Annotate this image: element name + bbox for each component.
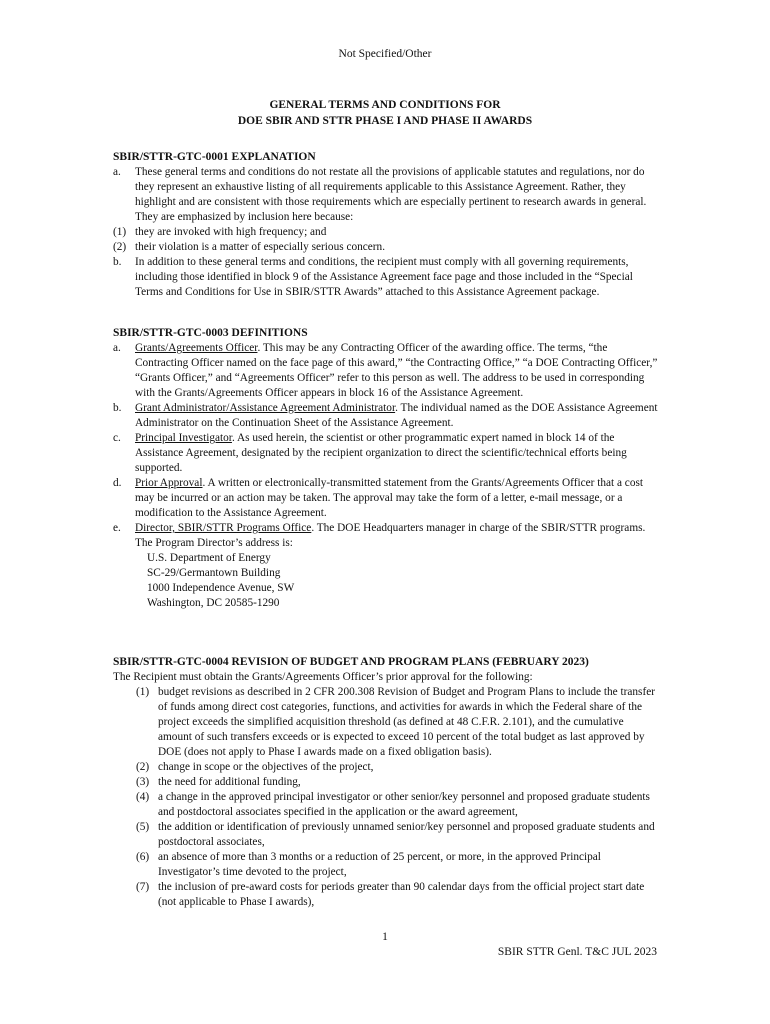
definition-term: Director, SBIR/STTR Programs Office xyxy=(135,522,312,534)
item-label: b. xyxy=(113,256,122,268)
program-director-address xyxy=(113,551,658,611)
definition-term: Grant Administrator/Assistance Agreement Administrator xyxy=(135,402,396,414)
footer-document-id: SBIR STTR Genl. T&C JUL 2023 xyxy=(497,946,657,958)
definition-text: . A written or electronically-transmitted statement from the Grants/Agreements Officer that a cost may be incurred or an action may be taken. The approval may take the form of a letter, e-mail message, or a modification to the Assistance Agreement. xyxy=(135,477,644,519)
definition-item xyxy=(113,401,658,431)
definition-term: Principal Investigator xyxy=(135,432,232,444)
item-text: In addition to these general terms and conditions, the recipient must comply with all governing requirements, including those identified in block 9 of the Assistance Agreement face page and those included in the “Special Terms and Conditions for Use in SBIR/STTR Awards” attached to this Assistance Agreement package. xyxy=(135,256,633,298)
item-label: (3) xyxy=(136,776,150,788)
address-line: 1000 Independence Avenue, SW xyxy=(147,582,295,594)
list-item xyxy=(136,820,658,850)
item-label: c. xyxy=(113,432,121,444)
sub-item-label: (1) xyxy=(113,226,127,238)
item-label: e. xyxy=(113,522,121,534)
numbered-list xyxy=(113,685,658,910)
list-item xyxy=(113,165,658,225)
title-line-2: DOE SBIR AND STTR PHASE I AND PHASE II AWARDS xyxy=(237,115,533,127)
item-label: b. xyxy=(113,402,122,414)
list-item xyxy=(113,240,658,255)
definition-term: Grants/Agreements Officer xyxy=(135,342,258,354)
item-label: (6) xyxy=(136,851,150,863)
item-label: (5) xyxy=(136,821,150,833)
definition-text: . As used herein, the scientist or other programmatic expert named in block 14 of the Assistance Agreement, designated by the recipient organization to direct the scientific/technical efforts being supported. xyxy=(135,432,627,474)
item-label: a. xyxy=(113,166,121,178)
page-number: 1 xyxy=(382,931,388,943)
list-item xyxy=(136,850,658,880)
item-text: an absence of more than 3 months or a reduction of 25 percent, or more, in the approved Principal Investigator’s time devoted to the project, xyxy=(158,851,601,878)
item-label: a. xyxy=(113,342,121,354)
section-revision xyxy=(113,655,658,910)
list-item xyxy=(136,880,658,910)
sub-item-text: they are invoked with high frequency; and xyxy=(135,226,327,238)
definition-text: . The individual named as the DOE Assistance Agreement Administrator on the Continuation Sheet of the Assistance Agreement. xyxy=(135,402,658,429)
list-item xyxy=(136,685,658,760)
item-label: (7) xyxy=(136,881,150,893)
list-item xyxy=(136,775,658,790)
sub-item-text: their violation is a matter of especially serious concern. xyxy=(135,241,386,253)
document-title xyxy=(0,97,770,129)
definition-item xyxy=(113,521,658,611)
item-text: change in scope or the objectives of the project, xyxy=(158,761,374,773)
item-text: the inclusion of pre-award costs for periods greater than 90 calendar days from the official project start date (not applicable to Phase I awards), xyxy=(158,881,645,908)
list-item xyxy=(136,790,658,820)
item-text: the need for additional funding, xyxy=(158,776,301,788)
definition-text: . This may be any Contracting Officer of the awarding office. The terms, “the Contracting Officer named on the face page of this award,” “the Contracting Office,” “a DOE Contracting Officer,” “Grants Officer,” and “Agreements Officer” refer to this person as well. The address to be used in corresponding with the Grants/Agreements Officer appears in block 16 of the Assistance Agreement. xyxy=(135,342,658,399)
list-item xyxy=(113,255,658,300)
sub-item xyxy=(113,240,658,255)
page-header: Not Specified/Other xyxy=(338,48,432,60)
list-item xyxy=(113,225,658,240)
sub-item-label: (2) xyxy=(113,241,127,253)
item-text: budget revisions as described in 2 CFR 200.308 Revision of Budget and Program Plans to include the transfer of funds among direct cost categories, functions, and activities for awards in which the Federal share of the project exceeds the simplified acquisition threshold (as defined at 48 C.F.R. 2.101), and the cumulative amount of such transfers exceeds or is expected to exceed 10 percent of the total budget as last approved by DOE (does not apply to Phase I awards made on a fixed obligation basis). xyxy=(158,686,655,758)
list-item xyxy=(136,760,658,775)
definition-term: Prior Approval xyxy=(135,477,203,489)
address-line: SC-29/Germantown Building xyxy=(147,567,281,579)
section-definitions xyxy=(113,326,658,611)
title-line-1: GENERAL TERMS AND CONDITIONS FOR xyxy=(269,99,501,111)
address-line: Washington, DC 20585-1290 xyxy=(147,597,280,609)
section-intro: The Recipient must obtain the Grants/Agreements Officer’s prior approval for the following: xyxy=(113,671,533,683)
section-explanation xyxy=(113,150,658,300)
item-label: (4) xyxy=(136,791,150,803)
item-label: (2) xyxy=(136,761,150,773)
item-label: d. xyxy=(113,477,122,489)
item-text: the addition or identification of previously unnamed senior/key personnel and proposed graduate students and postdoctoral associates, xyxy=(158,821,655,848)
sub-item xyxy=(113,225,658,240)
item-text: These general terms and conditions do not restate all the provisions of applicable statutes and regulations, nor do they represent an exhaustive listing of all requirements applicable to this Assistance Agreement. Rather, they highlight and are consistent with those requirements which are especially pertinent to research awards in general. They are emphasized by inclusion here because: xyxy=(135,166,647,223)
section-heading: SBIR/STTR-GTC-0001 EXPLANATION xyxy=(113,151,316,163)
definition-item xyxy=(113,341,658,401)
section-heading: SBIR/STTR-GTC-0004 REVISION OF BUDGET AND PROGRAM PLANS (FEBRUARY 2023) xyxy=(113,656,589,668)
definition-text: . The DOE Headquarters manager in charge of the SBIR/STTR programs. The Program Director’s address is: xyxy=(135,522,646,549)
definition-item xyxy=(113,476,658,521)
item-label: (1) xyxy=(136,686,150,698)
definition-item xyxy=(113,431,658,476)
section-heading: SBIR/STTR-GTC-0003 DEFINITIONS xyxy=(113,327,308,339)
address-line: U.S. Department of Energy xyxy=(147,552,271,564)
item-text: a change in the approved principal investigator or other senior/key personnel and proposed graduate students and postdoctoral associates specified in the application or the award agreement, xyxy=(158,791,650,818)
